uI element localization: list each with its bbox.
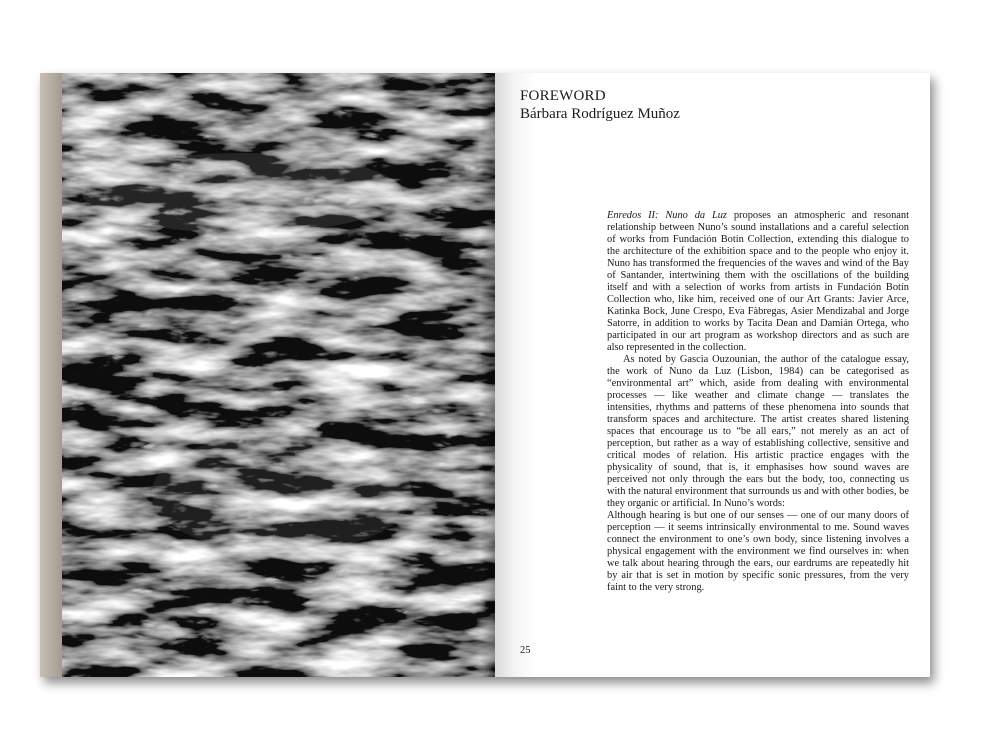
paragraph-text: proposes an atmospheric and resonant relationship between Nuno’s sound installations and a careful selection of works from Fundación Botín Collection, extending this dialogue to the architecture of the exhibition space and to the people who enjoy it. Nuno has transformed the frequencies of the waves and wind of the Bay of Santander, intertwining them with the oscillations of the building itself and with a selection of works from artists in Fundación Botín Collection who, like him, received one of our Art Grants: Javier Arce, Katinka Bock, June Crespo, Eva Fàbregas, Asier Mendizabal and Jorge Satorre, in addition to works by Tacita Dean and Damián Ortega, who participated in our art program as workshop directors and as such are also represented in the collection. — [607, 210, 909, 353]
paragraph: As noted by Gascia Ouzounian, the author of the catalogue essay, the work of Nuno da Luz (Lisbon, 1984) can be categorised as “environmental art” which, aside from dealing with environmental processes — like weather and climate change — translates the intensities, rhythms and patterns of these phenomena into sounds that transform spaces and architecture. The artist creates shared listening spaces that encourage us to “be all ears,” not merely as an act of perception, but rather as a way of establishing collective, sensitive and critical modes of relation. His artistic practice engages with the physicality of sound, that is, it emphasises how sound waves are perceived not only through the ears but the body, too, connecting us with the natural environment that surrounds us and with other bodies, be they organic or artificial. In Nuno’s words: — [607, 354, 909, 509]
book-gutter — [480, 73, 495, 677]
left-page — [40, 73, 495, 677]
block-quote: Although hearing is but one of our senses — one of our many doors of perception — it seems intrinsically environmental to me. Sound waves connect the environment to one’s own body, since listening involves a physical engagement with the environment we find ourselves in: when we talk about hearing through the ears, our eardrums are repeatedly hit by air that is set in motion by specific sonic pressures, from the very faint to the very strong. — [607, 510, 909, 593]
exhibition-title: Enredos II: Nuno da Luz — [607, 210, 727, 221]
right-page — [495, 73, 930, 677]
section-title: FOREWORD — [520, 88, 606, 104]
ocean-waves-photo — [62, 73, 495, 677]
page-edge — [40, 73, 62, 677]
author-name: Bárbara Rodríguez Muñoz — [520, 106, 680, 122]
foreword-body — [607, 210, 909, 594]
book-spread — [40, 73, 930, 677]
page-number: 25 — [520, 645, 531, 656]
paragraph — [607, 210, 909, 354]
